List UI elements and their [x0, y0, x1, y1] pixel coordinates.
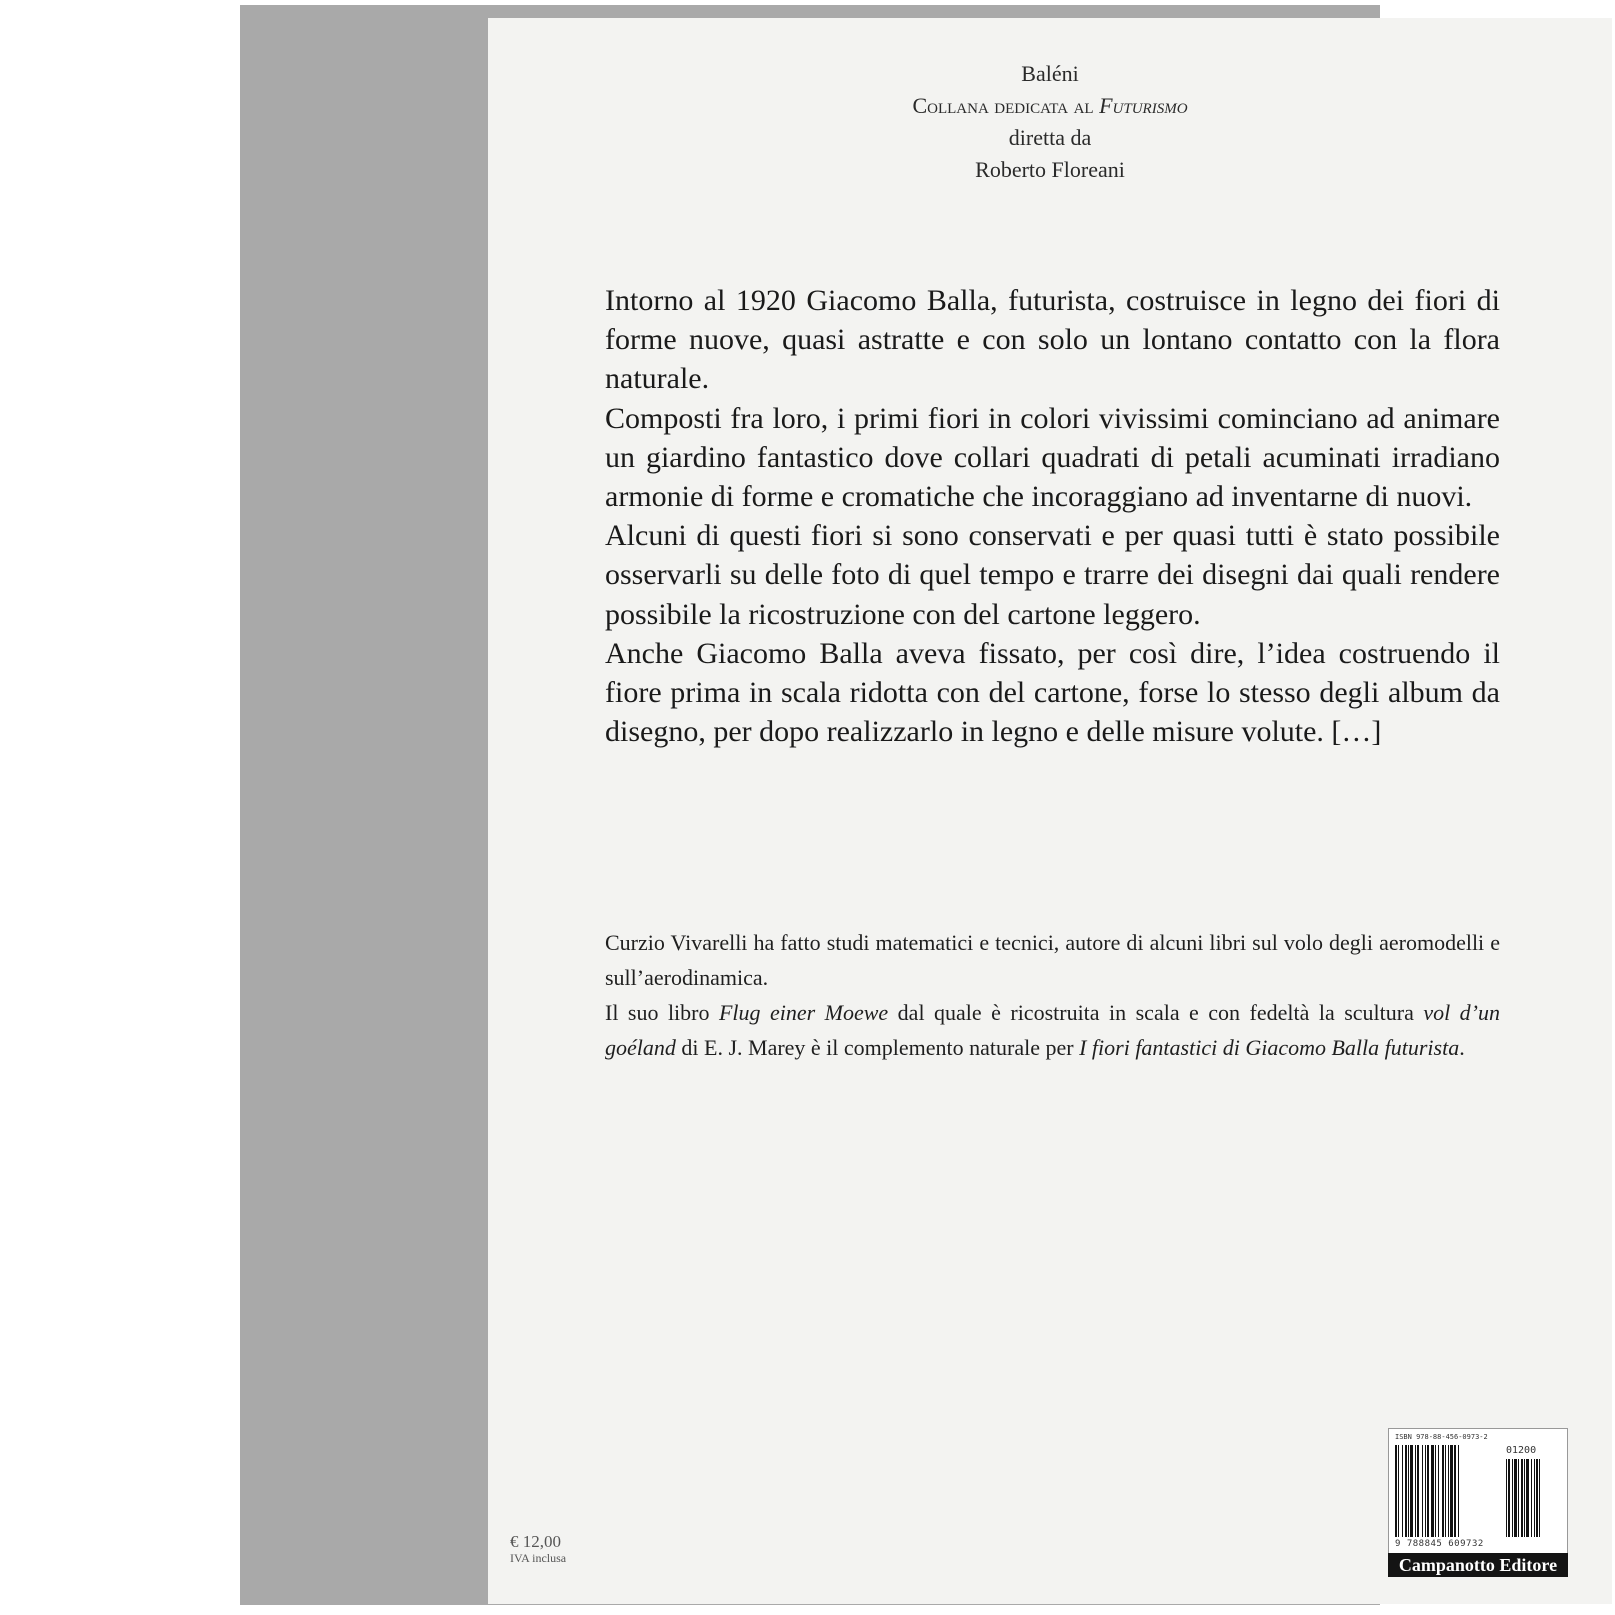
barcode-bar — [1450, 1445, 1453, 1537]
barcode-bar — [1405, 1445, 1407, 1537]
isbn-label: ISBN 978-88-456-0973-2 — [1395, 1433, 1488, 1441]
barcode-bar — [1458, 1445, 1459, 1537]
sculpture-title: vol d’un goéland — [605, 1000, 1500, 1060]
barcode-bar — [1417, 1445, 1419, 1537]
cover-frame — [240, 5, 1558, 1605]
barcode-bar — [1454, 1445, 1456, 1537]
barcode-addon-bar — [1526, 1459, 1529, 1537]
bio-text: di E. J. Marey è il complemento naturale per — [675, 1035, 1080, 1060]
series-subtitle-prefix: Collana dedicata al — [912, 93, 1094, 118]
barcode-bar — [1422, 1445, 1423, 1537]
barcode-addon-bar — [1536, 1459, 1538, 1537]
barcode-bar — [1445, 1445, 1446, 1537]
blurb-paragraph: Anche Giacomo Balla aveva fissato, per così dire, l’idea costruendo il fiore prima in scala ridotta con del cartone, forse lo stesso degli album da disegno, per dopo realizzarlo in legno e delle misure volute. […] — [605, 636, 1500, 749]
series-subtitle-italic: Futurismo — [1099, 93, 1188, 118]
barcode-bar — [1398, 1445, 1399, 1537]
barcode-bar — [1402, 1445, 1403, 1537]
barcode-addon-bar — [1531, 1459, 1532, 1537]
barcode-bars-icon — [1395, 1445, 1503, 1537]
barcode-bar — [1395, 1445, 1397, 1537]
series-director-label: diretta da — [1008, 125, 1092, 150]
publisher-logo: Campanotto Editore — [1388, 1553, 1568, 1577]
barcode-bar — [1427, 1445, 1429, 1537]
author-bio-paragraph-2 — [605, 995, 1500, 1065]
blurb-paragraph: Alcuni di questi fiori si sono conservati e per quasi tutti è stato possibile osservarli su delle foto di quel tempo e trarre dei disegni dai quali rendere possibile la ricostruzione con del cartone leggero. — [605, 519, 1500, 631]
barcode-addon-bar — [1508, 1459, 1510, 1537]
barcode-addon-bar — [1521, 1459, 1523, 1537]
barcode-addon-bar — [1524, 1459, 1525, 1537]
barcode-bar — [1438, 1445, 1439, 1537]
author-bio — [605, 925, 1500, 1065]
barcode-addon-bars-icon — [1506, 1459, 1561, 1537]
price-block — [510, 1533, 566, 1565]
series-header — [488, 58, 1612, 186]
barcode-bar — [1442, 1445, 1444, 1537]
bio-text: . — [1459, 1035, 1465, 1060]
barcode-addon-bar — [1512, 1459, 1513, 1537]
series-director-name: Roberto Floreani — [975, 157, 1125, 182]
book-title: Flug einer Moewe — [718, 1000, 889, 1025]
bio-text: Il suo libro — [605, 1000, 719, 1025]
barcode-addon-bar — [1514, 1459, 1517, 1537]
blurb-text — [605, 281, 1500, 751]
price-vat: IVA inclusa — [510, 1551, 567, 1565]
bio-text: dal quale è ricostruita in scala e con fedeltà la scultura — [888, 1000, 1424, 1025]
author-bio-paragraph-1: Curzio Vivarelli ha fatto studi matematici e tecnici, autore di alcuni libri sul volo degli aeromodelli e sull’aerodinamica. — [605, 930, 1500, 990]
barcode-bar — [1410, 1445, 1413, 1537]
barcode-bar — [1431, 1445, 1434, 1537]
barcode-addon-bar — [1534, 1459, 1535, 1537]
barcode — [1388, 1428, 1568, 1555]
barcode-addon-bar — [1539, 1459, 1540, 1537]
barcode-bar — [1408, 1445, 1409, 1537]
back-cover — [488, 18, 1612, 1604]
barcode-addon-bar — [1518, 1459, 1519, 1537]
barcode-bar — [1415, 1445, 1416, 1537]
book-title: I fiori fantastici di Giacomo Balla futurista — [1079, 1035, 1460, 1060]
barcode-price-code: 01200 — [1506, 1445, 1537, 1456]
price-amount: € 12,00 — [510, 1532, 561, 1551]
ean-number: 9 788845 609732 — [1395, 1539, 1484, 1549]
blurb-paragraph: Intorno al 1920 Giacomo Balla, futurista, costruisce in legno dei fiori di forme nuove, quasi astratte e con solo un lontano contatto con la flora naturale. — [605, 284, 1500, 396]
blurb-paragraph: Composti fra loro, i primi fiori in colori vivissimi cominciano ad animare un giardino fantastico dove collari quadrati di petali acuminati irradiano armonie di forme e cromatiche che incoraggiano ad inventarne di nuovi. — [605, 401, 1500, 514]
series-subtitle — [488, 90, 1612, 122]
series-title: Baléni — [1021, 61, 1079, 86]
barcode-bar — [1435, 1445, 1436, 1537]
barcode-bar — [1448, 1445, 1449, 1537]
barcode-addon-bar — [1506, 1459, 1507, 1537]
barcode-bar — [1425, 1445, 1426, 1537]
